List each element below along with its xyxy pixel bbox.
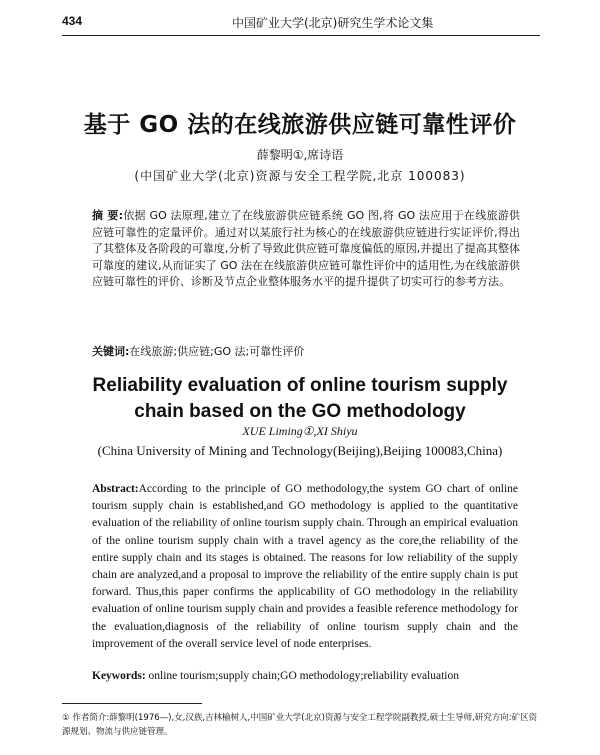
chinese-affiliation: (中国矿业大学(北京)资源与安全工程学院,北京 100083) xyxy=(134,169,466,183)
english-abstract-label: Abstract: xyxy=(92,483,139,495)
chinese-keywords-label: 关键词: xyxy=(92,345,130,358)
running-header xyxy=(62,14,540,30)
running-head-title: 中国矿业大学(北京)研究生学术论文集 xyxy=(232,16,434,30)
author-footnote: ① 作者简介:薛黎明(1976—),女,汉族,吉林榆树人,中国矿业大学(北京)资源与安全工程学院副教授,硕士生导师,研究方向:矿区资源规划、物流与供应链管理。 xyxy=(62,713,538,737)
english-keywords-label: Keywords: xyxy=(92,670,146,682)
chinese-abstract-label: 摘 要: xyxy=(92,209,124,222)
english-title xyxy=(0,373,600,425)
chinese-keywords xyxy=(92,343,520,359)
english-title-line-1: Reliability evaluation of online tourism supply xyxy=(92,375,508,396)
english-keywords xyxy=(92,670,518,682)
header-rule xyxy=(62,35,540,36)
english-title-line-2: chain based on the GO methodology xyxy=(134,401,466,422)
chinese-abstract-text: 依据 GO 法原理,建立了在线旅游供应链系统 GO 图,将 GO 法应用于在线旅游供应链可靠性的定量评价。通过对以某旅行社为核心的在线旅游供应链进行实证评价,得出了其整体及各阶段的可靠度,分析了导致此供应链可靠度偏低的原因,并提出了提高其整体可靠度的建议,从而证实了 GO 法在在线旅游供应链可靠性评价中的适用性,为在线旅游供应链可靠性的评价、诊断及节点企业整体服务水平的提升提供了切实可行的参考方法。 xyxy=(92,209,520,289)
english-keywords-text: online tourism;supply chain;GO methodology;reliability evaluation xyxy=(148,670,459,682)
english-affiliation: (China University of Mining and Technology(Beijing),Beijing 100083,China) xyxy=(97,443,503,458)
english-authors: XUE Liming①,XI Shiyu xyxy=(242,424,358,438)
footnote-rule xyxy=(62,703,202,704)
english-abstract-text: According to the principle of GO methodology,the system GO chart of online tourism supply chain is established,and GO methodology is applied to the quantitative evaluation of the reliability of online tourism supply chain. Through an empirical evaluation of the online tourism supply chain with a travel agency as the core,the reliability of the entire supply chain and its stages is obtained. The reasons for low reliability of the supply chain are analyzed,and a proposal to improve the reliability of the entire supply chain is put forward. Thus,this paper confirms the applicability of GO methodology in the reliability evaluation of online tourism supply chain and provides a feasible reference methodology for the evaluation,diagnosis of the reliability of online tourism supply chain and the improvement of the overall service level of node enterprises. xyxy=(92,483,518,650)
english-abstract xyxy=(92,481,518,653)
chinese-abstract xyxy=(92,208,520,291)
chinese-keywords-text: 在线旅游;供应链;GO 法;可靠性评价 xyxy=(129,345,305,358)
chinese-title: 基于 GO 法的在线旅游供应链可靠性评价 xyxy=(83,112,517,138)
page-number: 434 xyxy=(62,14,83,28)
chinese-authors: 薛黎明①,席诗语 xyxy=(256,148,344,162)
